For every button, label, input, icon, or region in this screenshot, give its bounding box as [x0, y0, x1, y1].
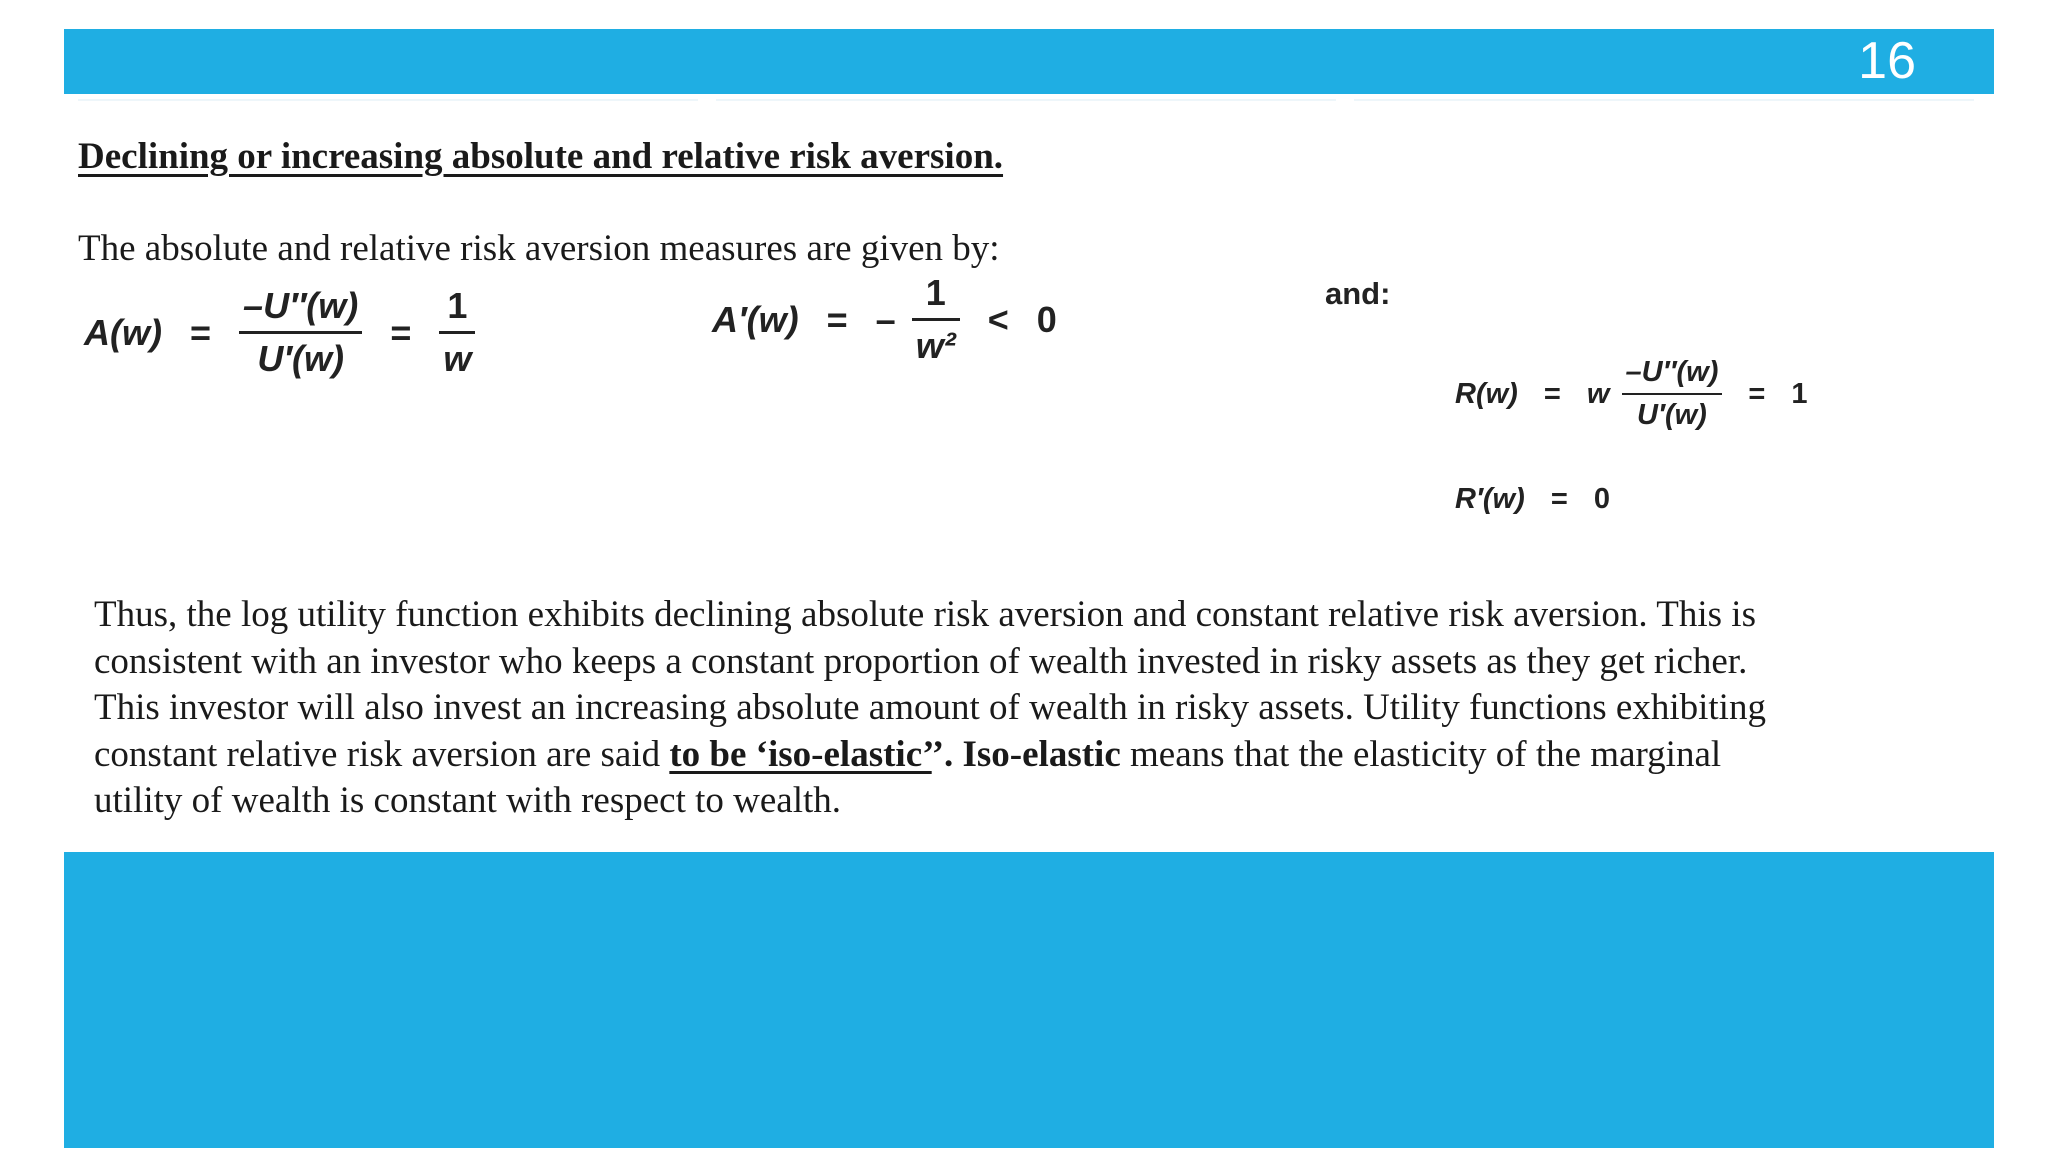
paragraph-line: consistent with an investor who keeps a constant proportion of wealth invested in risky assets as they get richer. — [94, 640, 1748, 682]
footer-band — [64, 852, 1994, 1148]
minus-sign: – — [875, 298, 896, 340]
formula-lhs: A(w) — [84, 311, 162, 353]
header-divider — [78, 99, 698, 101]
equals-sign: = — [1550, 482, 1568, 515]
denominator: U′(w) — [1637, 399, 1707, 431]
iso-elastic-bold: ’. Iso-elastic — [931, 733, 1121, 775]
paragraph-line — [94, 732, 1974, 779]
numerator: 1 — [912, 272, 960, 321]
formula-relative-risk-aversion-derivative — [1455, 482, 1610, 516]
header-divider — [716, 99, 1336, 101]
formula-rhs: 1 — [1791, 377, 1808, 410]
less-than-sign: < — [987, 298, 1009, 340]
line-segment: constant relative risk aversion are said — [94, 733, 670, 775]
denominator: w² — [915, 325, 956, 366]
slide-number: 16 — [1858, 32, 1916, 90]
equals-sign: = — [190, 311, 212, 353]
paragraph-line: utility of wealth is constant with respect to wealth. — [94, 780, 842, 821]
formula-rhs: 0 — [1036, 298, 1057, 340]
equals-sign: = — [1748, 377, 1766, 410]
formula-lhs: R′(w) — [1455, 482, 1525, 515]
header-divider — [1354, 99, 1974, 101]
formula-absolute-risk-aversion-derivative — [712, 272, 1057, 367]
numerator: –U″(w) — [1622, 356, 1723, 395]
formula-rhs: 0 — [1593, 482, 1610, 515]
equals-sign: = — [1543, 377, 1561, 410]
formula-relative-risk-aversion — [1455, 356, 1808, 432]
line-segment: means that the elasticity of the marginal — [1120, 733, 1722, 775]
equals-sign: = — [826, 298, 848, 340]
intro-text: The absolute and relative risk aversion measures are given by: — [78, 228, 1000, 269]
wealth-factor: w — [1586, 377, 1610, 410]
fraction — [439, 285, 475, 380]
header-band — [64, 29, 1994, 94]
formula-absolute-risk-aversion — [84, 285, 475, 380]
paragraph-line: This investor will also invest an increasing absolute amount of wealth in risky assets. Utility functions exhibiting — [94, 687, 1766, 728]
denominator: U′(w) — [257, 338, 344, 379]
equals-sign: = — [390, 311, 412, 353]
numerator: –U″(w) — [239, 285, 362, 334]
fraction — [239, 285, 362, 380]
slide-heading: Declining or increasing absolute and relative risk aversion. — [78, 136, 1004, 177]
denominator: w — [443, 338, 472, 379]
explanation-paragraph — [94, 592, 1974, 825]
formula-lhs: A′(w) — [712, 298, 799, 340]
fraction — [912, 272, 960, 367]
fraction — [1622, 356, 1723, 432]
iso-elastic-term: to be ‘iso-elastic’ — [669, 733, 932, 775]
numerator: 1 — [439, 285, 475, 334]
formula-lhs: R(w) — [1455, 377, 1518, 410]
and-label: and: — [1325, 276, 1391, 311]
paragraph-line: Thus, the log utility function exhibits declining absolute risk aversion and constant relative risk aversion. This is — [94, 594, 1756, 635]
